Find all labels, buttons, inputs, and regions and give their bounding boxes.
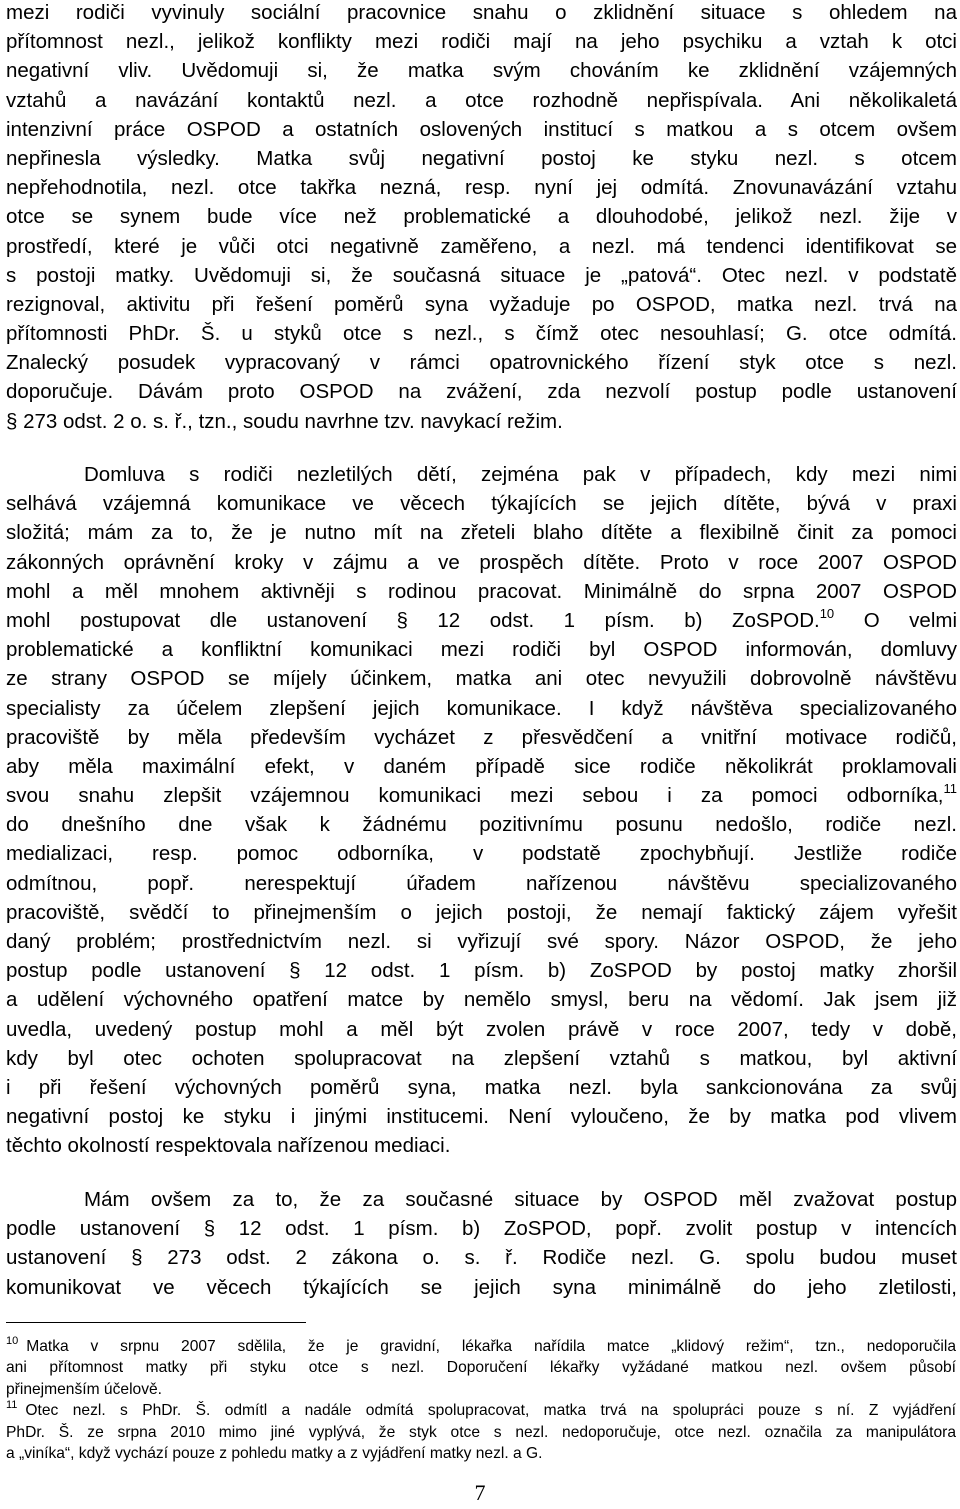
paragraph-line: kdy byl otec ochoten spolupracovat na zlepšení vztahů s matkou, byl aktivní: [6, 1046, 957, 1070]
paragraph-line: uvedla, uvedený postup mohl a měl být zvolen právě v roce 2007, tedy v době,: [6, 1017, 957, 1041]
paragraph-line: medializaci, resp. pomoc odborníka, v podstatě zpochybňují. Jestliže rodiče: [6, 842, 957, 866]
footnote-number: 10: [6, 1336, 19, 1347]
paragraph-line: složitá; mám za to, že je nutno mít na zřeteli blaho dítěte a flexibilně činit za pomoci: [6, 521, 957, 545]
paragraph-3: [6, 1185, 957, 1302]
paragraph-line: [6, 606, 957, 635]
paragraph-line: Mám ovšem za to, že za současné situace by OSPOD měl zvažovat postup: [84, 1188, 957, 1211]
paragraph-line: selhává vzájemná komunikace ve věcech týkajících se jejich dítěte, bývá v praxi: [6, 492, 957, 516]
paragraph-line: podle ustanovení § 12 odst. 1 písm. b) ZoSPOD, popř. zvolit postup v intencích: [6, 1217, 957, 1241]
paragraph-line: § 273 odst. 2 o. s. ř., tzn., soudu navrhne tzv. navykací režim.: [6, 409, 563, 433]
paragraph-line-text: mohl postupovat dle ustanovení § 12 odst. 1 písm. b) ZoSPOD.: [6, 608, 820, 632]
paragraph-1: [6, 0, 957, 436]
footnote-10-line: ani přítomnost matky při styku otce s nezl. Doporučení lékařky vyžádané matkou nezl. ovšem působí: [6, 1359, 956, 1377]
paragraph-line: komunikovat ve věcech týkajících se jejich syna minimálně do jeho zletilosti,: [6, 1275, 957, 1299]
paragraph-line: pracoviště, svědčí to přinejmenším o jejich postoji, že nemají faktický zájem vyřešit: [6, 900, 957, 924]
paragraph-line: Domluva s rodiči nezletilých dětí, zejména pak v případech, kdy mezi nimi: [84, 463, 957, 486]
paragraph-line: mohl a měl mnohem aktivněji s rodinou pracovat. Minimálně do srpna 2007 OSPOD: [6, 579, 957, 603]
footnote-11-line: a „viníka“, když vychází pouze z pohledu matky a z vyjádření matky nezl. a G.: [6, 1444, 543, 1462]
footnote-11-line: PhDr. Š. ze srpna 2010 mimo jiné vyplývá, že styk otce s nezl. nedoporučuje, otce nezl. označila za manipulátora: [6, 1423, 956, 1441]
paragraph-line: postup podle ustanovení § 12 odst. 1 písm. b) ZoSPOD by postoj matky zhoršil: [6, 959, 957, 983]
footnote-11-line: [6, 1400, 956, 1421]
paragraph-line: Znalecký posudek vypracovaný v rámci opatrovnického řízení styk otce s nezl.: [6, 351, 957, 375]
paragraph-line: aby měla maximální efekt, v daném případě sice rodiče několikrát proklamovali: [6, 754, 957, 778]
paragraph-line: ustanovení § 273 odst. 2 zákona o. s. ř. Rodiče nezl. G. spolu budou muset: [6, 1246, 957, 1270]
paragraph-line: vztahů a navázání kontaktů nezl. a otce rozhodně nepřispívala. Ani několikaletá: [6, 88, 957, 112]
paragraph-line: nepřinesla výsledky. Matka svůj negativní postoj ke styku nezl. s otcem: [6, 146, 957, 170]
paragraph-line: a udělení výchovného opatření matce by nemělo smysl, beru na vědomí. Jak jsem již: [6, 988, 957, 1012]
paragraph-line: problematické a konfliktní komunikaci mezi rodiči byl OSPOD informován, domluvy: [6, 638, 957, 662]
paragraph-line: nepřehodnotila, nezl. otce takřka nezná, resp. nyní jej odmítá. Znovunavázání vztahu: [6, 176, 957, 200]
footnote-text: Matka v srpnu 2007 sdělila, že je gravidní, lékařka nařídila matce „klidový režim“, tzn., nedoporučila: [26, 1338, 956, 1355]
footnote-10-line: [6, 1336, 956, 1357]
paragraph-2: [6, 460, 957, 1161]
paragraph-line: s postoji matky. Uvědomuji si, že současná situace je „patová“. Otec nezl. v podstatě: [6, 263, 957, 287]
paragraph-line: i při řešení výchovných poměrů syna, matka nezl. byla sankcionována za svůj: [6, 1075, 957, 1099]
paragraph-line: specialisty za účelem zlepšení jejich komunikace. I když návštěva specializovaného: [6, 696, 957, 720]
paragraph-line-tail: O velmi: [863, 608, 957, 632]
paragraph-line: daný problém; prostřednictvím nezl. si vyřizují své spory. Názor OSPOD, že jeho: [6, 930, 957, 953]
paragraph-line: zákonných oprávnění kroky v zájmu a ve prospěch dítěte. Proto v roce 2007 OSPOD: [6, 550, 957, 574]
paragraph-line: přítomnost nezl., jelikož konflikty mezi rodiči mají na jeho psychiku a vztah k otci: [6, 30, 957, 54]
paragraph-line: [6, 781, 957, 810]
paragraph-line: negativní postoj ke styku i jinými institucemi. Není vyloučeno, že by matka pod vlivem: [6, 1105, 957, 1129]
footnote-separator: [6, 1322, 306, 1323]
paragraph-line: odmítnou, popř. nerespektují úřadem nařízenou návštěvu specializovaného: [6, 871, 957, 895]
footnote-number: 11: [6, 1400, 18, 1412]
paragraph-line: pracoviště by měla především vycházet z přesvědčení a vnitřní motivace rodičů,: [6, 725, 957, 749]
paragraph-line: rezignoval, aktivitu při řešení poměrů syna vyžaduje po OSPOD, matka nezl. trvá na: [6, 292, 957, 316]
footnotes: [6, 1336, 956, 1464]
footnote-reference-10[interactable]: 10: [819, 605, 835, 621]
paragraph-line: otce se synem bude více než problematické a dlouhodobé, jelikož nezl. žije v: [6, 205, 957, 229]
paragraph-line: intenzivní práce OSPOD a ostatních oslovených institucí s matkou a s otcem ovšem: [6, 117, 957, 141]
page-number: 7: [474, 1480, 486, 1505]
paragraph-line: do dnešního dne však k žádnému pozitivnímu posunu nedošlo, rodiče nezl.: [6, 813, 957, 837]
paragraph-line: ze strany OSPOD se míjely účinkem, matka ani otec nevyužili dobrovolně návštěvu: [6, 667, 957, 691]
paragraph-line: těchto okolností respektovala nařízenou mediaci.: [6, 1134, 451, 1158]
paragraph-line: přítomnosti PhDr. Š. u styků otce s nezl., s čímž otec nesouhlasí; G. otce odmítá.: [6, 322, 957, 346]
footnote-text: Otec nezl. s PhDr. Š. odmítl a nadále odmítá spolupracovat, matka trvá na spolupráci pouze s ní. Z vyjádření: [25, 1402, 956, 1420]
paragraph-line: doporučuje. Dávám proto OSPOD na zvážení, zda nezvolí postup podle ustanovení: [6, 380, 957, 404]
paragraph-line: mezi rodiči vyvinuly sociální pracovnice snahu o zklidnění situace s ohledem na: [6, 1, 957, 24]
paragraph-line: negativní vliv. Uvědomuji si, že matka svým chováním ke zklidnění vzájemných: [6, 59, 957, 83]
footnote-reference-11[interactable]: 11: [943, 781, 957, 797]
footnote-10-line: přinejmenším účelově.: [6, 1380, 163, 1398]
paragraph-line-text: svou snahu zlepšit vzájemnou komunikaci mezi sebou i za pomoci odborníka,: [6, 784, 944, 808]
paragraph-line: prostředí, které je vůči otci negativně zaměřeno, a nezl. má tendenci identifikovat se: [6, 234, 957, 258]
